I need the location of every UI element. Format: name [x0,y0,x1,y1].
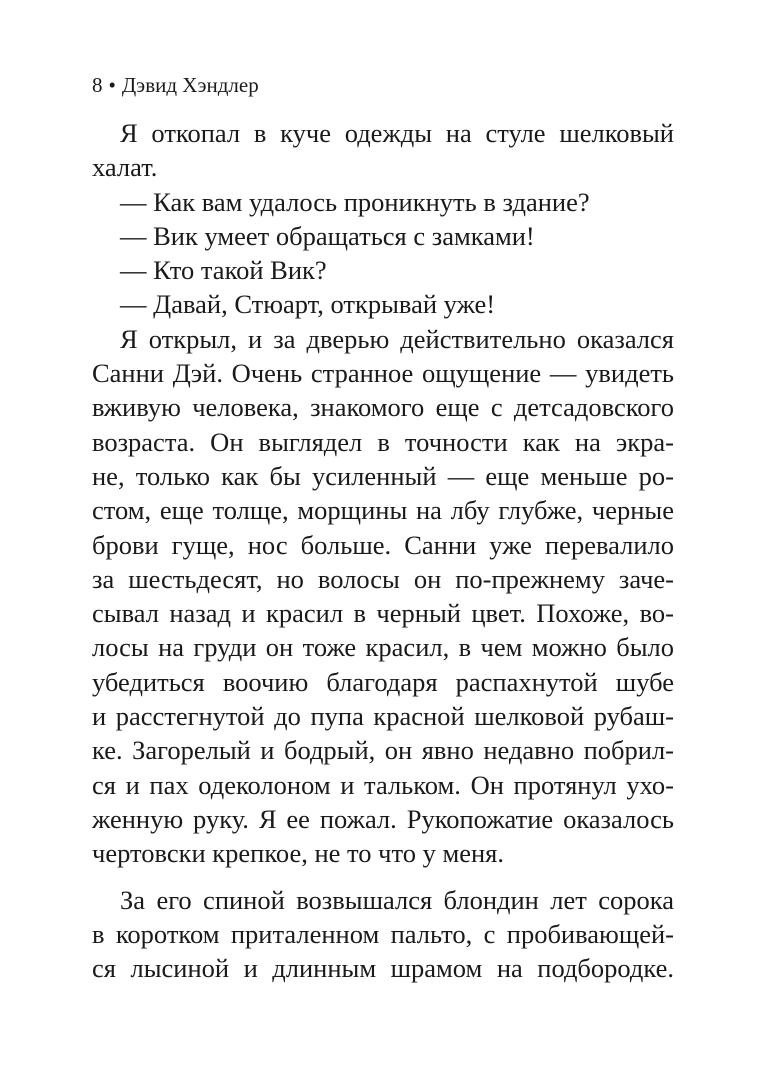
dialogue-line: — Вик умеет обращаться с замками! [120,220,535,251]
body-text [92,116,674,985]
dialogue-line: — Давай, Стюарт, открывай уже! [120,289,496,320]
paragraph-gap [92,871,674,883]
text-line: возраста. Он выглядел в точности как на экра- [92,426,674,457]
text-line: вживую человека, знакомого еще с детсадовского [92,392,674,423]
text-line: и расстегнутой до пупа красной шелковой рубаш- [92,701,674,732]
author-name: Дэвид Хэндлер [121,73,259,97]
text-line: сывал назад и красил в черный цвет. Похоже, во- [92,598,674,629]
text-line: Я открыл, и за дверью действительно оказался [120,323,674,354]
text-line: лосы на груди он тоже красил, в чем можно было [92,632,674,663]
text-line: за шестьдесят, но волосы он по-прежнему заче- [92,563,674,594]
text-line: ся и пах одеколоном и тальком. Он протянул ухо- [92,769,674,800]
text-line: стом, еще толще, морщины на лбу глубже, черные [92,495,674,526]
paragraph [92,253,674,287]
text-line: не, только как бы усиленный — еще меньше ро- [92,460,674,491]
paragraph [92,287,674,321]
page-number: 8 [92,73,103,97]
text-line: Санни Дэй. Очень странное ощущение — увидеть [92,358,674,389]
text-line: халат. [92,152,158,183]
paragraph [92,322,674,871]
dialogue-line: — Как вам удалось проникнуть в здание? [120,186,590,217]
text-line: убедиться воочию благодаря распахнутой шубе [92,666,674,697]
text-line: ке. Загорелый и бодрый, он явно недавно побрил- [92,735,674,766]
paragraph [92,219,674,253]
text-line: За его спиной возвышался блондин лет сорока [120,884,674,915]
header-separator: • [108,73,116,97]
paragraph [92,185,674,219]
dialogue-line: — Кто такой Вик? [120,255,327,286]
text-line: Я откопал в куче одежды на стуле шелковый [120,118,674,148]
paragraph [92,116,674,185]
text-line: женную руку. Я ее пожал. Рукопожатие оказалось [92,803,674,834]
running-head [92,72,259,98]
text-line: чертовски крепкое, не то что у меня. [92,838,504,869]
text-line: в коротком приталенном пальто, с пробивающей- [92,918,674,949]
text-line: ся лысиной и длинным шрамом на подбородке. [92,953,674,984]
paragraph [92,883,674,986]
text-line: брови гуще, нос больше. Санни уже перевалило [92,529,674,560]
